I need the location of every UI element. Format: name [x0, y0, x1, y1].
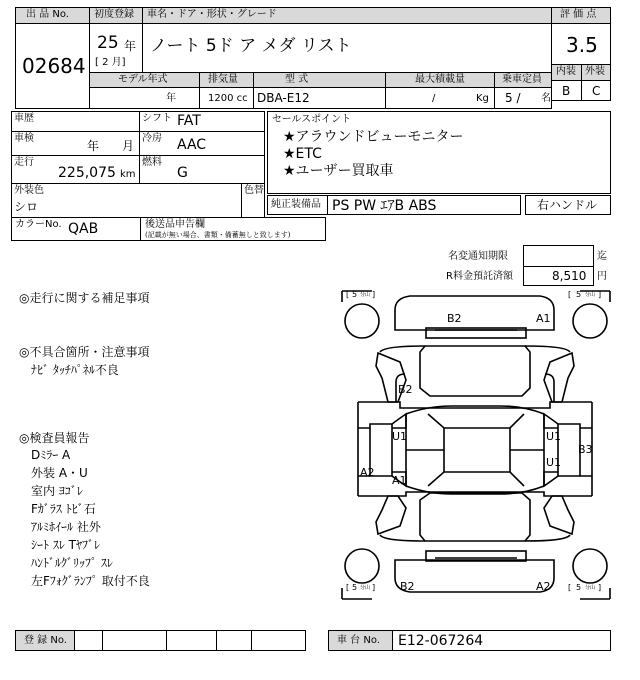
- mark-right-side: B3: [578, 443, 593, 456]
- color-no-value: QAB: [68, 221, 99, 237]
- name-change-label: 名変通知期限: [448, 251, 508, 262]
- inspector-item-2: 外装 A・U: [31, 466, 88, 480]
- name-label: 車名・ドア・形状・グレード: [147, 9, 277, 20]
- model-year-unit: 年: [166, 93, 176, 104]
- color-change-label: 色替: [244, 185, 264, 196]
- chassis-no-value: E12-067264: [398, 633, 484, 649]
- svg-text:5: 5: [352, 583, 358, 592]
- first-reg-label: 初度登録: [94, 9, 134, 20]
- mark-rear-bumper-right: A2: [536, 580, 551, 593]
- type-label: 型 式: [285, 74, 309, 85]
- inspector-item-5: ｱﾙﾐﾎｲｰﾙ 社外: [31, 520, 101, 534]
- rear-bumper: [395, 560, 554, 592]
- max-load-label: 最大積載量: [415, 74, 465, 85]
- lot-label: 出 品 No.: [26, 9, 69, 20]
- displacement-label: 排気量: [208, 74, 238, 85]
- wheel-rear-right: [573, 549, 607, 583]
- history-label: 車歴: [14, 113, 34, 124]
- color-label: 外装色: [14, 185, 44, 196]
- wheel-rear-left: [345, 549, 379, 583]
- car-damage-diagram: [340, 288, 612, 602]
- defects-item-1: ﾅﾋﾞ ﾀｯﾁﾊﾟﾈﾙ不良: [31, 363, 119, 377]
- mileage-label: 走行: [14, 157, 34, 168]
- mark-rear-bumper-left: B2: [400, 580, 415, 593]
- wheel-front-right: [573, 304, 607, 338]
- svg-text:]: ]: [598, 583, 602, 592]
- selling-point-3: ★ユーザー買取車: [283, 163, 394, 179]
- details-left-block: [11, 111, 265, 218]
- fuel-label: 燃料: [142, 157, 162, 168]
- inspector-item-8: 左Fﾌｫｸﾞﾗﾝﾌﾟ 取付不良: [31, 574, 150, 588]
- shaken-year-unit: 年: [87, 139, 100, 153]
- year-unit: 年: [124, 39, 137, 53]
- score-value: 3.5: [566, 33, 598, 57]
- chassis-label: 車 台 No.: [337, 635, 380, 646]
- tire-fr-label: [: [568, 290, 572, 299]
- first-reg-month: [ 2 月]: [95, 57, 126, 68]
- genuine-items: PS PW ｴｱB ABS: [332, 198, 437, 214]
- capacity-value: 5 /: [505, 91, 521, 105]
- inspector-item-3: 室内 ﾖｺﾞﾚ: [31, 484, 83, 498]
- capacity-label: 乗車定員: [502, 74, 542, 85]
- tire-fl-label: [: [346, 290, 350, 299]
- later-docs-label: 後送品申告欄: [145, 219, 205, 230]
- recycle-label: R料金預託済額: [446, 271, 513, 282]
- fuel-value: G: [177, 165, 188, 181]
- interior-grade: B: [562, 84, 571, 98]
- exterior-grade: C: [592, 84, 601, 98]
- reg-no-label: 登 録 No.: [24, 635, 67, 646]
- genuine-label: 純正装備品: [271, 199, 321, 210]
- shaken-month-unit: 月: [122, 139, 135, 153]
- driving-heading: ◎走行に関する補足事項: [19, 291, 150, 305]
- svg-text:]: ]: [598, 290, 602, 299]
- later-docs-note: (記載が無い場合、書類・備蓄無しと致します): [145, 231, 291, 239]
- capacity-unit: 名: [541, 93, 551, 104]
- recycle-value: 8,510: [552, 269, 587, 283]
- mark-right-rear-door: U1: [546, 456, 562, 469]
- inspector-item-7: ﾊﾝﾄﾞﾙｸﾞﾘｯﾌﾟ ｽﾚ: [31, 556, 113, 570]
- selling-point-2: ★ETC: [283, 146, 322, 162]
- svg-text:分山: 分山: [585, 585, 596, 591]
- selling-point-1: ★アラウンドビューモニター: [283, 129, 464, 145]
- mark-left-front-side: A2: [360, 466, 375, 479]
- svg-text:分山: 分山: [585, 292, 596, 298]
- max-load-slash: /: [432, 93, 436, 104]
- inspector-heading: ◎検査員報告: [19, 431, 90, 445]
- displacement-value: 1200 cc: [208, 93, 248, 104]
- recycle-unit: 円: [597, 271, 607, 282]
- score-label: 評 価 点: [560, 9, 597, 20]
- max-load-unit: Kg: [476, 93, 489, 104]
- svg-text:5: 5: [352, 290, 358, 299]
- mark-left-front-fender: A1: [392, 474, 407, 487]
- mark-front-bumper-center: B2: [447, 312, 462, 325]
- interior-label: 内装: [556, 66, 576, 77]
- svg-text:]: ]: [372, 583, 376, 592]
- svg-text:分山: 分山: [360, 292, 371, 298]
- mark-hood-left: B2: [398, 383, 413, 396]
- ac-label: 冷房: [142, 133, 162, 144]
- inspector-item-1: Dﾐﾗｰ A: [31, 448, 71, 462]
- name-change-unit: 迄: [597, 251, 607, 262]
- mark-front-bumper-right: A1: [536, 312, 551, 325]
- mileage-value: 225,075: [58, 165, 116, 181]
- inspector-item-4: Fｶﾞﾗｽ ﾄﾋﾞ石: [31, 502, 96, 516]
- first-reg-year: 25: [97, 33, 119, 53]
- svg-text:5: 5: [576, 290, 582, 299]
- tire-rr-label: [: [568, 583, 572, 592]
- type-value: DBA-E12: [257, 91, 310, 105]
- ac-value: AAC: [177, 137, 207, 153]
- svg-text:]: ]: [372, 290, 376, 299]
- defects-heading: ◎不具合箇所・注意事項: [19, 345, 150, 359]
- lot-number: 02684: [22, 54, 86, 78]
- color-value: シロ: [14, 200, 39, 214]
- color-no-label: カラーNo.: [15, 219, 62, 230]
- svg-text:分山: 分山: [360, 585, 371, 591]
- mark-left-front-door: U1: [392, 430, 408, 443]
- front-bumper: [395, 296, 554, 330]
- model-year-label: モデル年式: [118, 74, 168, 85]
- shift-value: FAT: [177, 113, 201, 129]
- handle-value: 右ハンドル: [537, 198, 598, 212]
- mark-right-front-door: U1: [546, 430, 562, 443]
- tire-rl-label: [: [346, 583, 350, 592]
- mileage-unit: km: [120, 169, 136, 180]
- svg-text:5: 5: [576, 583, 582, 592]
- inspector-item-6: ｼｰﾄ ｽﾚ Tﾔﾌﾞﾚ: [31, 538, 100, 552]
- wheel-front-left: [345, 304, 379, 338]
- selling-points-label: セールスポイント: [272, 114, 352, 125]
- name-change-box: [523, 245, 594, 267]
- shaken-label: 車検: [14, 133, 34, 144]
- shift-label: シフト: [142, 113, 172, 124]
- car-name: ノート 5ド ア メダ リスト: [150, 36, 352, 56]
- exterior-label: 外装: [585, 66, 605, 77]
- tire-tread-labels: [346, 290, 601, 592]
